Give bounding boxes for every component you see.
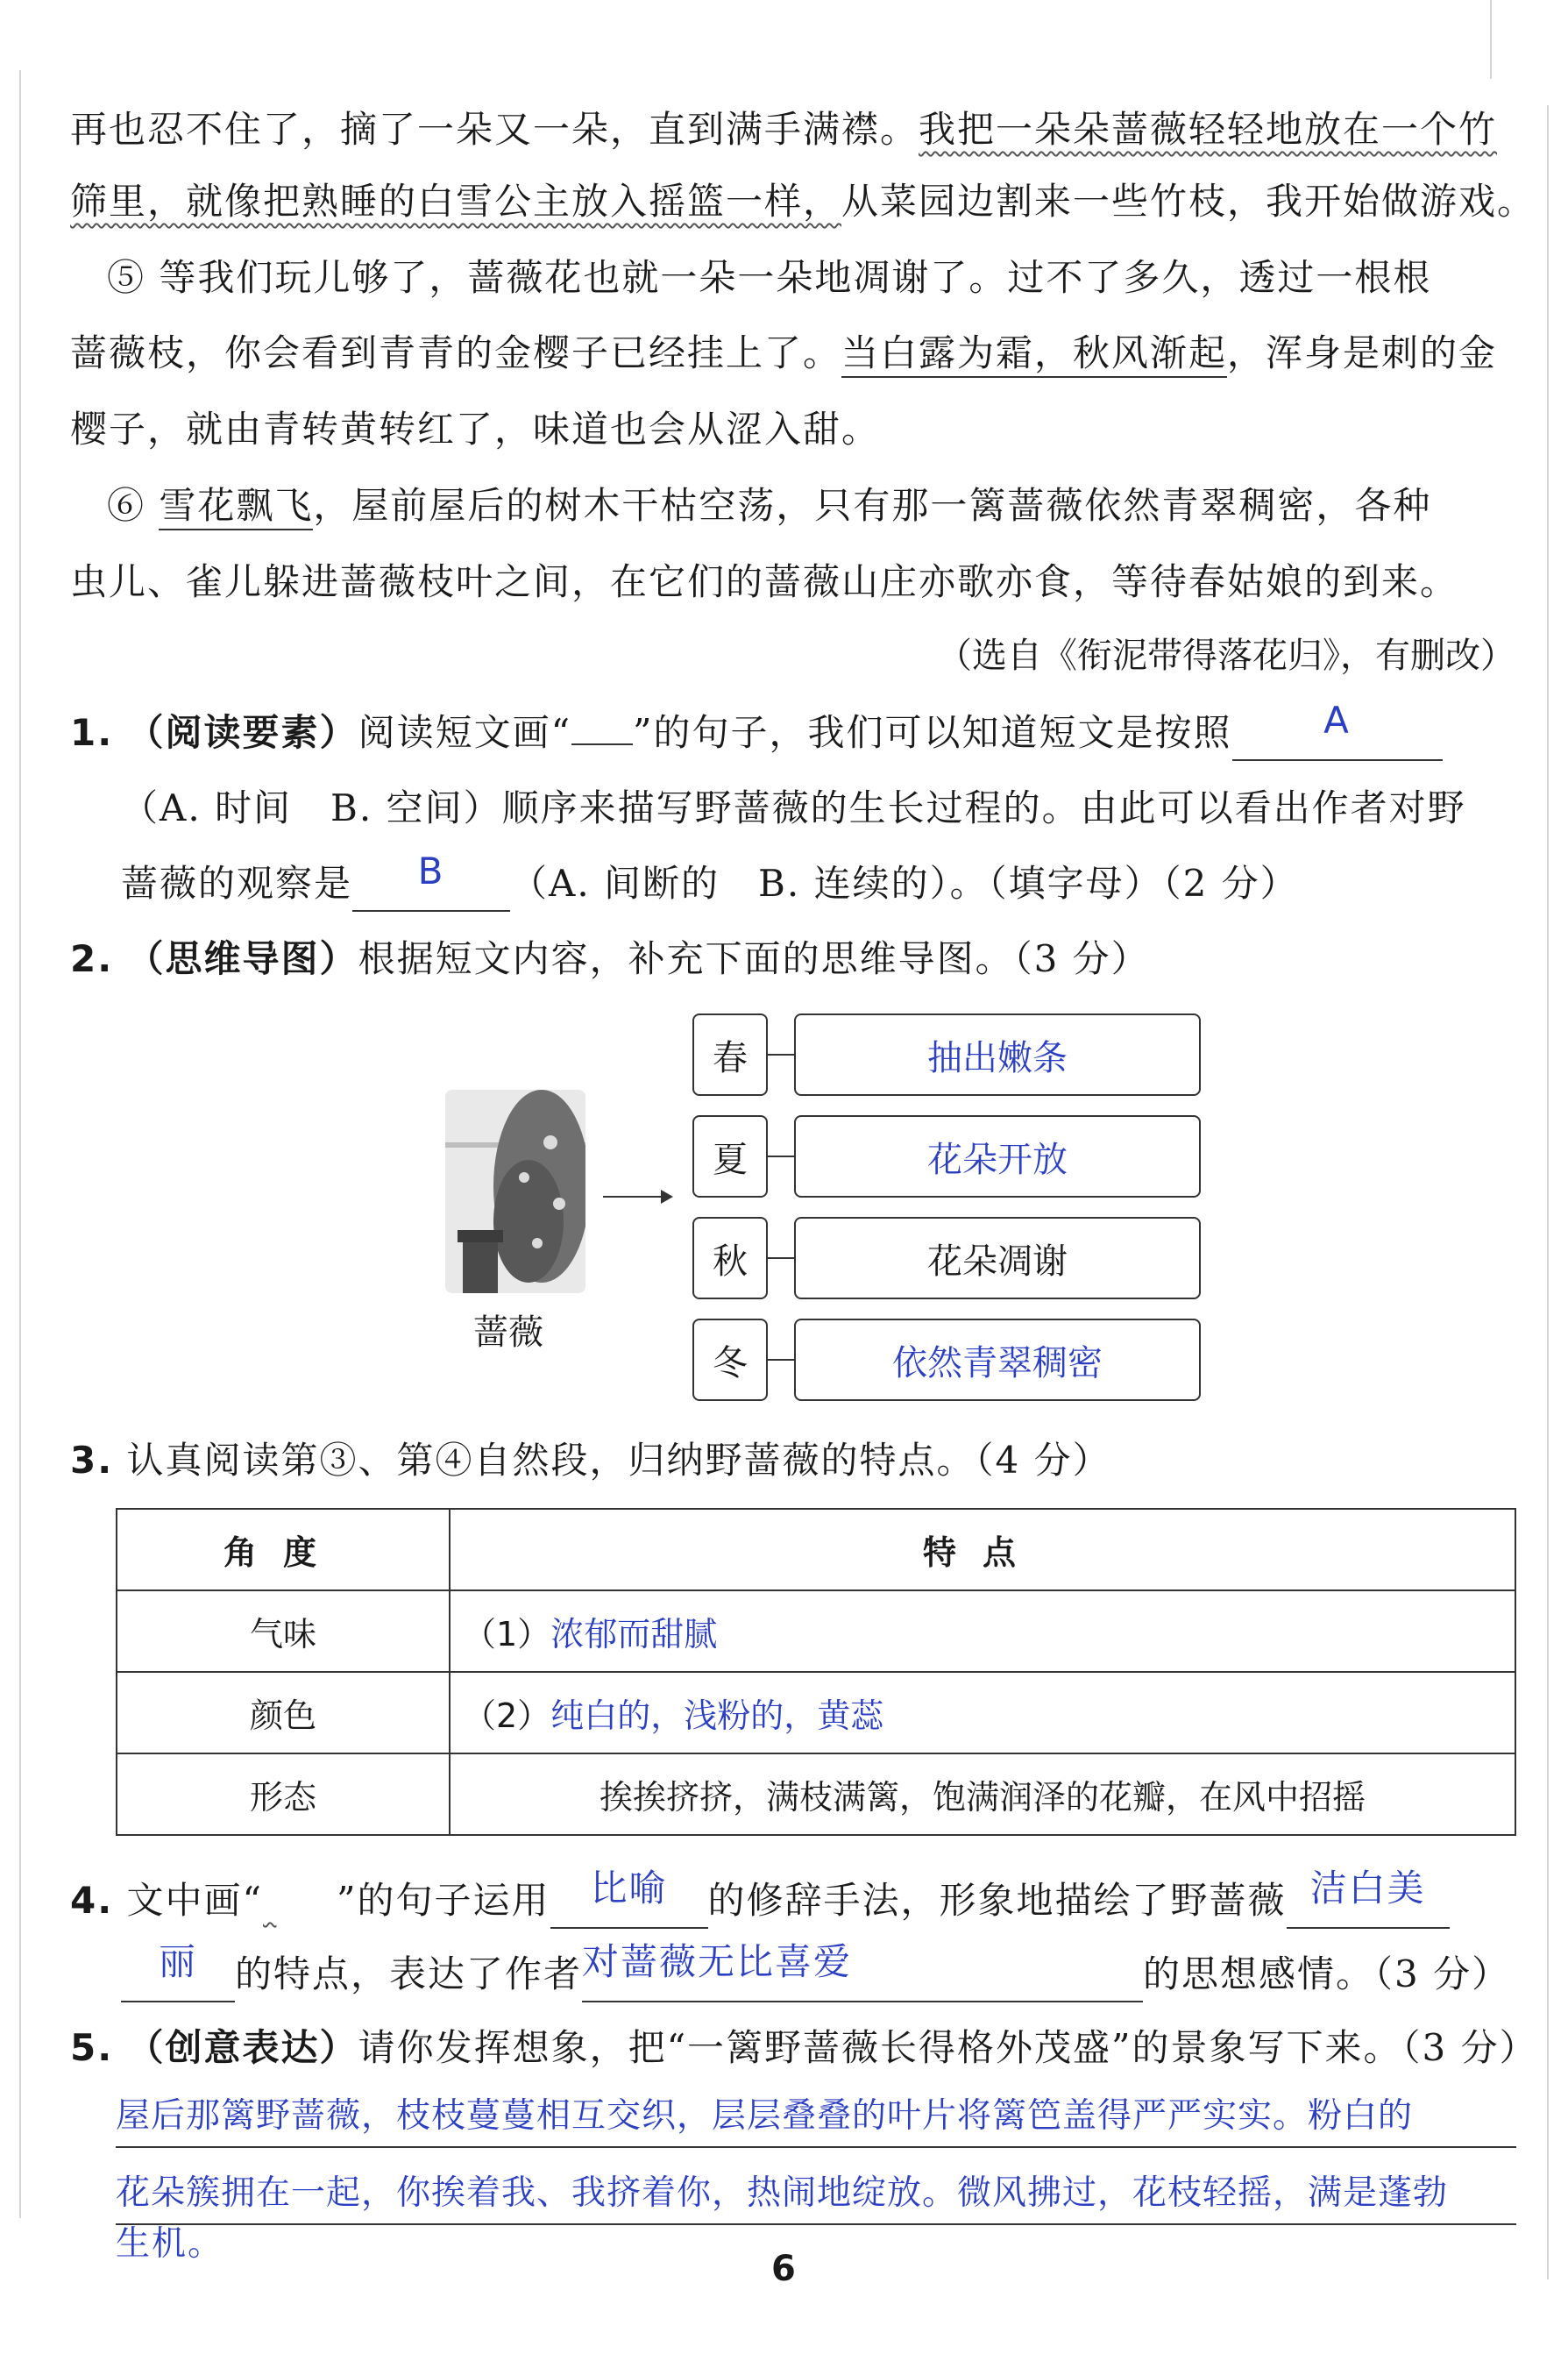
question-text: 文中画“ xyxy=(126,1879,264,1922)
feature-cell: 挨挨挤挤，满枝满篱，饱满润泽的花瓣，在风中招摇 xyxy=(450,1753,1515,1835)
source-citation: （选自《衔泥带得落花归》，有删改） xyxy=(937,636,1515,676)
question-1-line3 xyxy=(121,850,1299,912)
question-4-line2 xyxy=(121,1940,1511,2002)
mindmap-box-summer[interactable] xyxy=(794,1115,1201,1198)
question-tag: （思维导图） xyxy=(126,937,358,980)
simile-sentence: 筛里，就像把熟睡的白雪公主放入摇篮一样， xyxy=(70,180,842,223)
passage-text: 蔷薇枝，你会看到青青的金樱子已经挂上了。 xyxy=(70,331,842,374)
answer-text: 依然青翠稠密 xyxy=(892,1342,1103,1383)
answer-text: 花朵开放 xyxy=(927,1139,1068,1180)
column-header: 角度 xyxy=(117,1509,450,1590)
mindmap-box-spring[interactable] xyxy=(794,1013,1201,1096)
connector xyxy=(768,1257,796,1259)
question-text: 的思想感情。（3 分） xyxy=(1143,1952,1511,1995)
passage-line xyxy=(70,327,1497,380)
time-phrase-autumn: 当白露为霜，秋风渐起 xyxy=(841,331,1227,378)
paragraph-6-marker: ⑥ xyxy=(107,484,160,527)
aspect-cell: 形态 xyxy=(117,1753,450,1835)
passage-line xyxy=(70,556,1458,608)
question-text: （A. 时间 B. 空间）顺序来描写野蔷薇的生长过程的。由此可以看出作者对野 xyxy=(121,786,1466,829)
season-summer: 夏 xyxy=(692,1115,768,1198)
question-text: 的特点，表达了作者 xyxy=(235,1952,583,1995)
question-text: 阅读短文画“ xyxy=(358,711,572,754)
question-number: 3. xyxy=(70,1439,114,1482)
passage-line xyxy=(70,175,1536,228)
answer-text: 对蔷薇无比喜爱 xyxy=(582,1940,853,1983)
question-number: 4. xyxy=(70,1879,114,1922)
question-3 xyxy=(70,1434,1111,1487)
question-text: ”的句子运用 xyxy=(337,1879,550,1922)
answer-text[interactable]: 屋后那篱野蔷薇，枝枝蔓蔓相互交织，层层叠叠的叶片将篱笆盖得严严实实。粉白的 xyxy=(116,2096,1414,2136)
question-tag: （阅读要素） xyxy=(126,711,358,754)
question-number: 5. xyxy=(70,2026,114,2069)
question-text: 请你发挥想象，把“一篱野蔷薇长得格外茂盛”的景象写下来。（3 分） xyxy=(358,2026,1538,2069)
question-text: （A. 间断的 B. 连续的）。（填字母）（2 分） xyxy=(510,862,1299,905)
simile-sentence: 我把一朵朵蔷薇轻轻地放在一个竹 xyxy=(919,108,1498,151)
arrow-icon xyxy=(603,1196,671,1198)
photo-caption: 蔷薇 xyxy=(473,1312,543,1353)
passage-text: ，浑身是刺的金 xyxy=(1227,331,1498,374)
passage-text: ，屋前屋后的树木干枯空荡，只有那一篱蔷薇依然青翠稠密，各种 xyxy=(313,484,1432,527)
table-header-row xyxy=(117,1509,1515,1590)
table-row xyxy=(117,1672,1515,1753)
answer-blank[interactable] xyxy=(121,1940,235,2002)
time-phrase-winter: 雪花飘飞 xyxy=(159,484,313,530)
rose-bush-illustration xyxy=(445,1090,585,1293)
aspect-cell: 气味 xyxy=(117,1590,450,1672)
aspect-cell: 颜色 xyxy=(117,1672,450,1753)
question-text: 的修辞手法，形象地描绘了野蔷薇 xyxy=(707,1879,1287,1922)
margin-rule-top xyxy=(1490,0,1492,79)
answer-blank[interactable] xyxy=(1287,1867,1450,1929)
wavy-underline-sample xyxy=(263,1874,337,1927)
passage-line xyxy=(70,252,1431,304)
answer-blank[interactable] xyxy=(582,1940,1143,2002)
feature-cell[interactable] xyxy=(450,1590,1515,1672)
passage-line xyxy=(70,403,880,456)
connector xyxy=(768,1156,796,1157)
answer-text: 丽 xyxy=(158,1940,197,1983)
mindmap-box-winter[interactable] xyxy=(794,1319,1201,1401)
question-1 xyxy=(70,699,1443,761)
answer-line xyxy=(116,2223,1516,2225)
feature-cell[interactable] xyxy=(450,1672,1515,1753)
question-4 xyxy=(70,1867,1450,1929)
table-row xyxy=(117,1753,1515,1835)
season-winter: 冬 xyxy=(692,1319,768,1401)
answer-blank[interactable] xyxy=(352,850,510,912)
passage-text: 樱子，就由青转黄转红了，味道也会从涩入甜。 xyxy=(70,408,881,451)
question-text: 蔷薇的观察是 xyxy=(121,862,353,905)
question-number: 1. xyxy=(70,711,114,754)
question-5 xyxy=(70,2022,1538,2074)
features-table xyxy=(116,1508,1516,1836)
mindmap-spine xyxy=(656,1049,657,1355)
margin-rule-right xyxy=(1547,105,1549,2279)
season-autumn: 秋 xyxy=(692,1217,768,1299)
connector xyxy=(768,1359,796,1361)
passage-text: 从菜园边割来一些竹枝，我开始做游戏。 xyxy=(841,180,1536,223)
answer-text: 洁白美 xyxy=(1309,1867,1426,1910)
connector xyxy=(768,1054,796,1056)
answer-text: 抽出嫩条 xyxy=(927,1037,1068,1078)
item-prefix: （2） xyxy=(463,1696,551,1735)
question-text: ”的句子，我们可以知道短文是按照 xyxy=(633,711,1232,754)
answer-text: 浓郁而甜腻 xyxy=(550,1615,718,1653)
answer-line xyxy=(116,2146,1516,2148)
answer-text[interactable]: 花朵簇拥在一起，你挨着我、我挤着你，热闹地绽放。微风拂过，花枝轻摇，满是蓬勃 xyxy=(116,2173,1449,2213)
answer-blank[interactable] xyxy=(1232,699,1443,761)
passage-line xyxy=(70,480,1431,532)
question-text: 认真阅读第③、第④自然段，归纳野蔷薇的特点。（4 分） xyxy=(126,1439,1111,1482)
answer-text: B xyxy=(417,850,445,893)
passage-text: 再也忍不住了，摘了一朵又一朵，直到满手满襟。 xyxy=(70,108,919,151)
margin-rule-left xyxy=(19,70,21,2218)
question-text: 根据短文内容，补充下面的思维导图。（3 分） xyxy=(358,937,1150,980)
answer-text[interactable]: 生机。 xyxy=(116,2224,224,2264)
page-number: 6 xyxy=(771,2249,796,2289)
question-2 xyxy=(70,933,1150,985)
mindmap-box-autumn: 花朵凋谢 xyxy=(794,1217,1201,1299)
table-row xyxy=(117,1590,1515,1672)
answer-text: 纯白的，浅粉的，黄蕊 xyxy=(550,1696,884,1735)
item-prefix: （1） xyxy=(463,1615,551,1653)
question-tag: （创意表达） xyxy=(126,2026,358,2069)
underline-sample xyxy=(571,743,633,745)
answer-text: 比喻 xyxy=(590,1867,668,1910)
column-header: 特点 xyxy=(450,1509,1515,1590)
passage-line xyxy=(70,103,1497,156)
question-number: 2. xyxy=(70,937,114,980)
answer-text: A xyxy=(1323,699,1351,742)
rose-photo xyxy=(445,1090,585,1293)
answer-blank[interactable] xyxy=(550,1867,708,1929)
season-spring: 春 xyxy=(692,1013,768,1096)
paragraph-5: ⑤ 等我们玩儿够了，蔷薇花也就一朵一朵地凋谢了。过不了多久，透过一根根 xyxy=(107,256,1432,299)
passage-text: 虫儿、雀儿躲进蔷薇枝叶之间，在它们的蔷薇山庄亦歌亦食，等待春姑娘的到来。 xyxy=(70,560,1459,603)
